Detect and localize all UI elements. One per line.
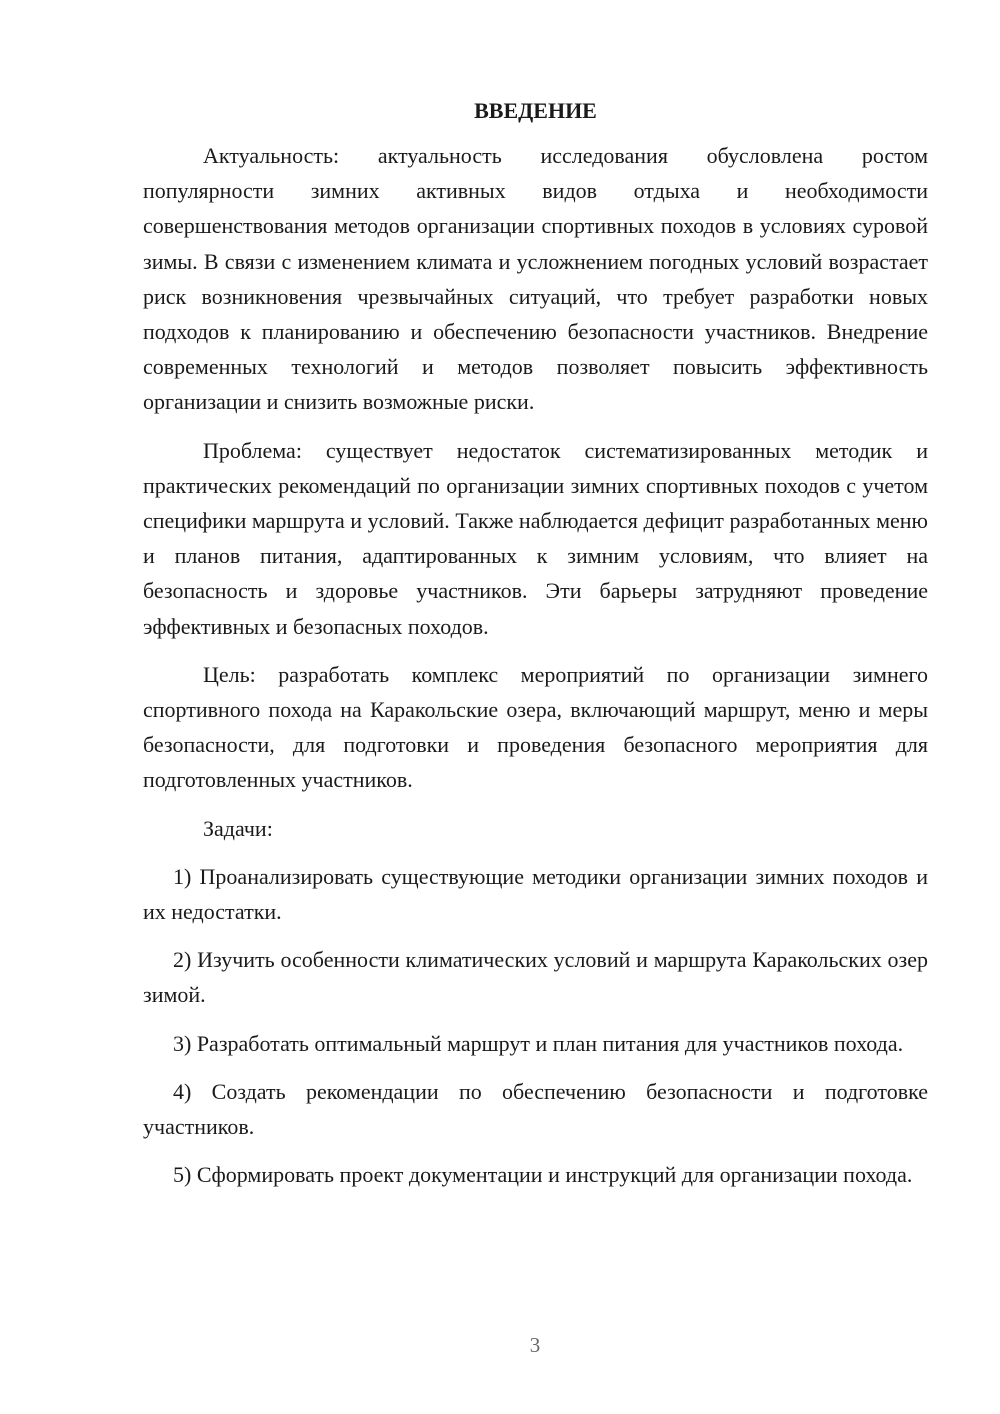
paragraph-problem: Проблема: существует недостаток систематизированных методик и практических рекомендаций по организации зимних спортивных походов с учетом специфики маршрута и условий. Также наблюдается дефицит разработанных меню и планов питания, адаптированных к зимним условиям, что влияет на безопасность и здоровье участников. Эти барьеры затрудняют проведение эффективных и безопасных походов. [143, 437, 928, 639]
paragraph-goal: Цель: разработать комплекс мероприятий по организации зимнего спортивного похода на Каракольские озера, включающий маршрут, меню и меры безопасности, для подготовки и проведения безопасного мероприятия для подготовленных участников. [143, 661, 928, 793]
page-title: ВВЕДЕНИЕ [474, 98, 597, 123]
task-item-2: 2) Изучить особенности климатических условий и маршрута Каракольских озер зимой. [143, 947, 928, 1008]
page-number: 3 [529, 1333, 541, 1357]
paragraph-relevance: Актуальность: актуальность исследования обусловлена ростом популярности зимних активных видов отдыха и необходимости совершенствования методов организации спортивных походов в условиях суровой зимы. В связи с изменением климата и усложнением погодных условий возрастает риск возникновения чрезвычайных ситуаций, что требует разработки новых подходов к планированию и обеспечению безопасности участников. Внедрение современных технологий и методов позволяет повысить эффективность организации и снизить возможные риски. [143, 143, 928, 415]
tasks-label: Задачи: [203, 815, 273, 841]
task-item-1: 1) Проанализировать существующие методики организации зимних походов и их недостатки. [143, 863, 928, 925]
task-item-4: 4) Создать рекомендации по обеспечению безопасности и подготовке участников. [143, 1078, 928, 1140]
task-list [143, 859, 928, 1193]
task-item-5: 5) Сформировать проект документации и инструкций для организации похода. [173, 1162, 913, 1188]
document-page [143, 96, 928, 1205]
task-item-3: 3) Разработать оптимальный маршрут и план питания для участников похода. [173, 1030, 904, 1056]
